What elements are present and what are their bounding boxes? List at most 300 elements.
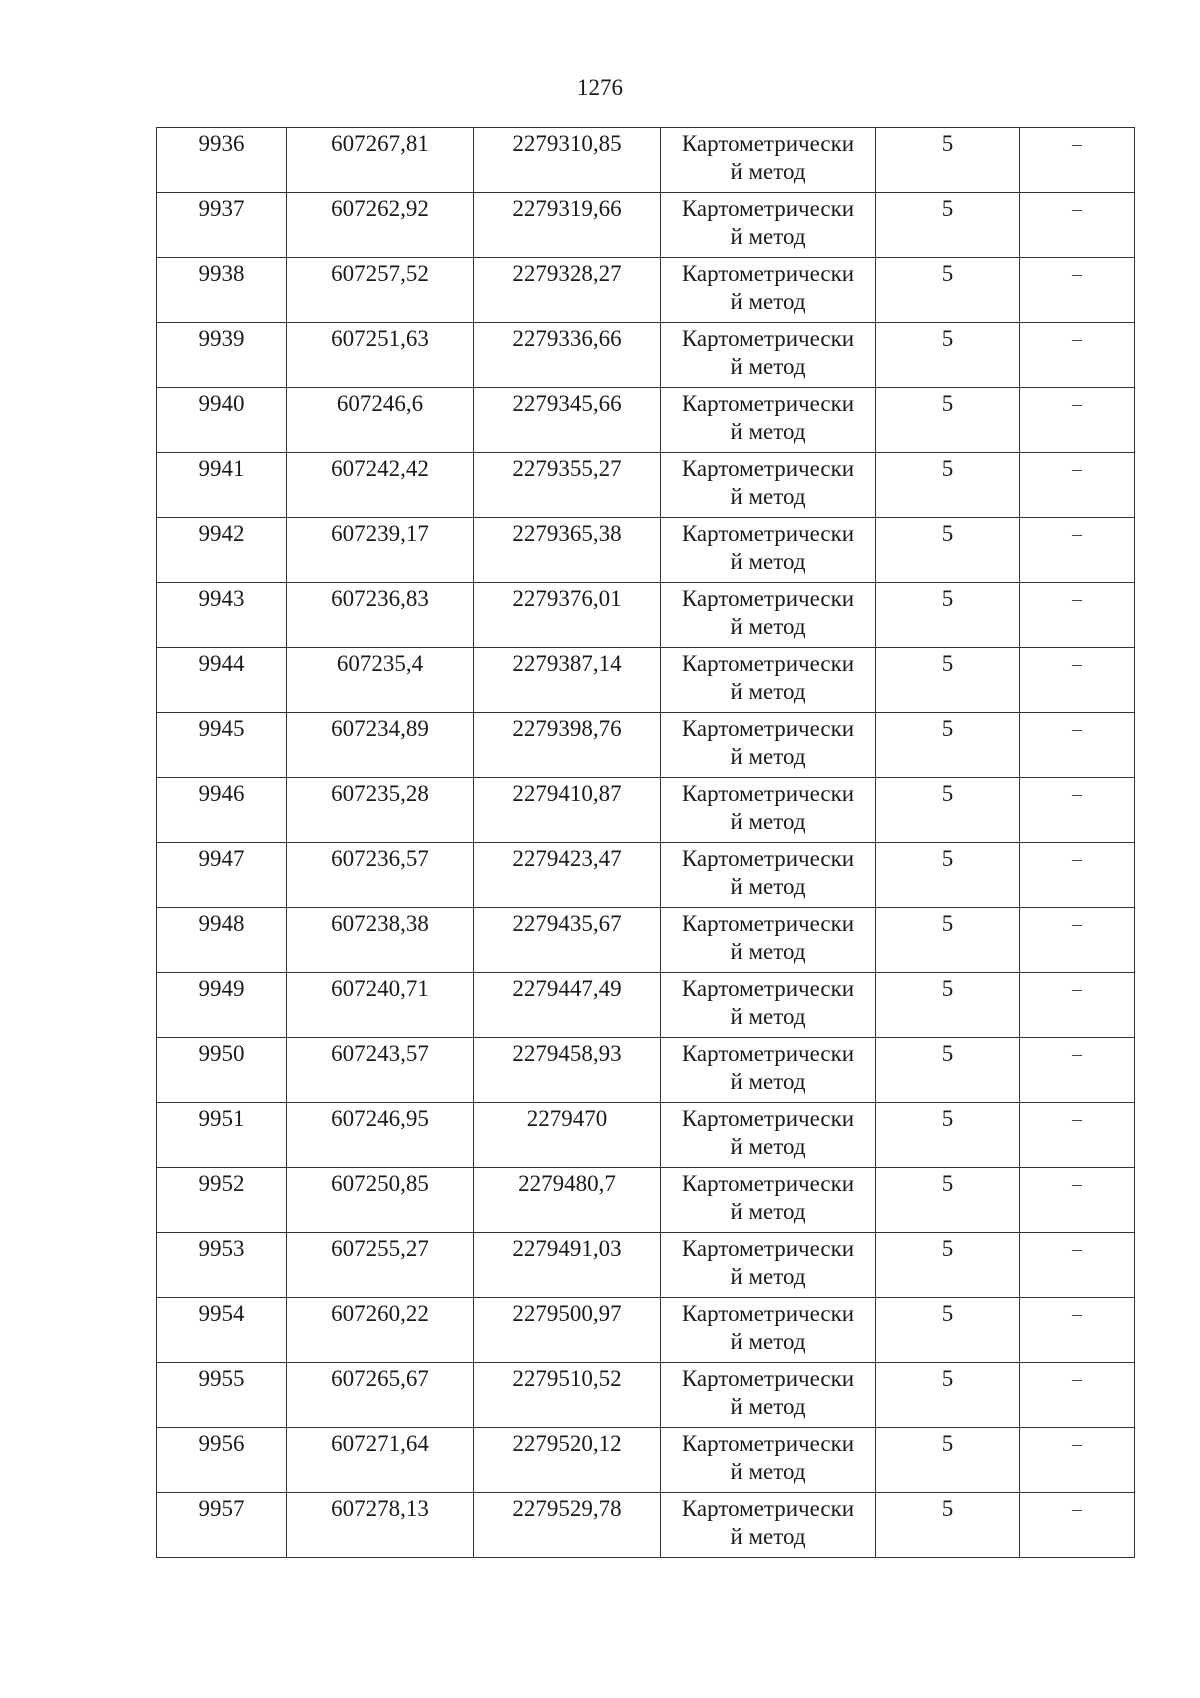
description-cell-text: – <box>1072 1108 1082 1130</box>
y-coordinate-cell <box>474 778 661 843</box>
table-row <box>157 973 1135 1038</box>
table-row <box>157 713 1135 778</box>
accuracy-cell-text: 5 <box>941 1431 954 1456</box>
y-coordinate-cell <box>474 1233 661 1298</box>
method-cell-text: й метод <box>730 614 806 639</box>
y-coordinate-cell-text: 2279447,49 <box>512 976 622 1001</box>
method-cell-text: й метод <box>730 939 806 964</box>
method-cell <box>661 258 876 323</box>
x-coordinate-cell-text: 607234,89 <box>331 716 429 741</box>
accuracy-cell-text: 5 <box>941 1171 954 1196</box>
method-cell-text: й метод <box>730 159 806 184</box>
x-coordinate-cell <box>287 1428 474 1493</box>
method-cell-text: Картометрически <box>681 1106 855 1131</box>
accuracy-cell-text: 5 <box>941 1496 954 1521</box>
method-cell-text: й метод <box>730 1134 806 1159</box>
table-row <box>157 778 1135 843</box>
x-coordinate-cell-text: 607242,42 <box>331 456 429 481</box>
accuracy-cell <box>876 648 1020 713</box>
description-cell-text: – <box>1072 1368 1082 1390</box>
accuracy-cell <box>876 323 1020 388</box>
table-row <box>157 388 1135 453</box>
x-coordinate-cell-text: 607250,85 <box>331 1171 429 1196</box>
table-row <box>157 193 1135 258</box>
x-coordinate-cell <box>287 518 474 583</box>
point-number-cell <box>157 453 287 518</box>
method-cell <box>661 1298 876 1363</box>
point-number-cell-text: 9957 <box>198 1496 245 1521</box>
table-row <box>157 1168 1135 1233</box>
point-number-cell-text: 9947 <box>198 846 245 871</box>
x-coordinate-cell-text: 607265,67 <box>331 1366 429 1391</box>
x-coordinate-cell-text: 607235,4 <box>336 651 424 676</box>
point-number-cell <box>157 388 287 453</box>
accuracy-cell-text: 5 <box>941 911 954 936</box>
method-cell-text: Картометрически <box>681 1431 855 1456</box>
x-coordinate-cell-text: 607251,63 <box>331 326 429 351</box>
point-number-cell <box>157 648 287 713</box>
y-coordinate-cell <box>474 713 661 778</box>
accuracy-cell <box>876 973 1020 1038</box>
method-cell-text: Картометрически <box>681 586 855 611</box>
method-cell <box>661 1103 876 1168</box>
accuracy-cell-text: 5 <box>941 1106 954 1131</box>
coordinates-table <box>156 127 1135 1558</box>
point-number-cell <box>157 1298 287 1363</box>
method-cell-text: й метод <box>730 1069 806 1094</box>
method-cell-text: й метод <box>730 1329 806 1354</box>
method-cell-text: й метод <box>730 1394 806 1419</box>
description-cell <box>1020 1038 1135 1103</box>
accuracy-cell <box>876 193 1020 258</box>
method-cell <box>661 453 876 518</box>
accuracy-cell <box>876 518 1020 583</box>
x-coordinate-cell <box>287 973 474 1038</box>
y-coordinate-cell-text: 2279365,38 <box>512 521 622 546</box>
y-coordinate-cell-text: 2279376,01 <box>512 586 622 611</box>
accuracy-cell-text: 5 <box>941 716 954 741</box>
accuracy-cell <box>876 1038 1020 1103</box>
method-cell-text: й метод <box>730 224 806 249</box>
method-cell <box>661 1493 876 1558</box>
description-cell <box>1020 388 1135 453</box>
y-coordinate-cell <box>474 518 661 583</box>
x-coordinate-cell <box>287 843 474 908</box>
table-row <box>157 908 1135 973</box>
table-row <box>157 1298 1135 1363</box>
y-coordinate-cell <box>474 1298 661 1363</box>
point-number-cell-text: 9953 <box>198 1236 245 1261</box>
method-cell-text: Картометрически <box>681 1236 855 1261</box>
method-cell-text: й метод <box>730 1004 806 1029</box>
description-cell <box>1020 1298 1135 1363</box>
method-cell <box>661 388 876 453</box>
method-cell-text: й метод <box>730 484 806 509</box>
description-cell-text: – <box>1072 1173 1082 1195</box>
y-coordinate-cell <box>474 648 661 713</box>
description-cell-text: – <box>1072 783 1082 805</box>
point-number-cell <box>157 1428 287 1493</box>
y-coordinate-cell <box>474 843 661 908</box>
coordinates-table-body <box>157 128 1135 1558</box>
x-coordinate-cell <box>287 1493 474 1558</box>
point-number-cell-text: 9940 <box>198 391 245 416</box>
accuracy-cell-text: 5 <box>941 976 954 1001</box>
x-coordinate-cell <box>287 193 474 258</box>
accuracy-cell <box>876 1298 1020 1363</box>
method-cell-text: Картометрически <box>681 326 855 351</box>
accuracy-cell <box>876 843 1020 908</box>
description-cell <box>1020 128 1135 193</box>
y-coordinate-cell-text: 2279520,12 <box>512 1431 622 1456</box>
description-cell <box>1020 778 1135 843</box>
y-coordinate-cell-text: 2279423,47 <box>512 846 622 871</box>
method-cell-text: й метод <box>730 744 806 769</box>
table-row <box>157 323 1135 388</box>
point-number-cell <box>157 908 287 973</box>
y-coordinate-cell-text: 2279529,78 <box>512 1496 622 1521</box>
x-coordinate-cell <box>287 453 474 518</box>
x-coordinate-cell <box>287 1103 474 1168</box>
description-cell-text: – <box>1072 978 1082 1000</box>
accuracy-cell-text: 5 <box>941 1366 954 1391</box>
description-cell-text: – <box>1072 718 1082 740</box>
accuracy-cell <box>876 1233 1020 1298</box>
accuracy-cell <box>876 128 1020 193</box>
method-cell-text: й метод <box>730 809 806 834</box>
accuracy-cell-text: 5 <box>941 196 954 221</box>
description-cell-text: – <box>1072 1238 1082 1260</box>
point-number-cell <box>157 973 287 1038</box>
y-coordinate-cell <box>474 1493 661 1558</box>
x-coordinate-cell-text: 607239,17 <box>331 521 429 546</box>
description-cell <box>1020 193 1135 258</box>
accuracy-cell-text: 5 <box>941 521 954 546</box>
description-cell-text: – <box>1072 1498 1082 1520</box>
point-number-cell-text: 9937 <box>198 196 245 221</box>
x-coordinate-cell <box>287 1038 474 1103</box>
point-number-cell <box>157 258 287 323</box>
description-cell-text: – <box>1072 133 1082 155</box>
point-number-cell <box>157 323 287 388</box>
table-row <box>157 1233 1135 1298</box>
y-coordinate-cell-text: 2279491,03 <box>512 1236 622 1261</box>
method-cell-text: Картометрически <box>681 781 855 806</box>
accuracy-cell-text: 5 <box>941 846 954 871</box>
method-cell <box>661 648 876 713</box>
description-cell-text: – <box>1072 848 1082 870</box>
x-coordinate-cell <box>287 1168 474 1233</box>
table-row <box>157 1363 1135 1428</box>
method-cell <box>661 1168 876 1233</box>
point-number-cell-text: 9938 <box>198 261 245 286</box>
method-cell-text: Картометрически <box>681 1366 855 1391</box>
method-cell-text: Картометрически <box>681 1171 855 1196</box>
method-cell <box>661 518 876 583</box>
x-coordinate-cell-text: 607246,95 <box>331 1106 429 1131</box>
point-number-cell-text: 9954 <box>198 1301 245 1326</box>
point-number-cell-text: 9949 <box>198 976 245 1001</box>
y-coordinate-cell-text: 2279328,27 <box>512 261 622 286</box>
x-coordinate-cell-text: 607235,28 <box>331 781 429 806</box>
x-coordinate-cell <box>287 713 474 778</box>
method-cell-text: Картометрически <box>681 391 855 416</box>
x-coordinate-cell-text: 607246,6 <box>336 391 424 416</box>
method-cell-text: Картометрически <box>681 196 855 221</box>
method-cell-text: Картометрически <box>681 1496 855 1521</box>
description-cell <box>1020 713 1135 778</box>
point-number-cell <box>157 1168 287 1233</box>
x-coordinate-cell-text: 607260,22 <box>331 1301 429 1326</box>
method-cell <box>661 778 876 843</box>
y-coordinate-cell-text: 2279319,66 <box>512 196 622 221</box>
method-cell-text: й метод <box>730 549 806 574</box>
accuracy-cell-text: 5 <box>941 586 954 611</box>
method-cell <box>661 713 876 778</box>
y-coordinate-cell-text: 2279470 <box>526 1106 608 1131</box>
accuracy-cell <box>876 713 1020 778</box>
point-number-cell-text: 9944 <box>198 651 245 676</box>
accuracy-cell <box>876 388 1020 453</box>
method-cell-text: Картометрически <box>681 131 855 156</box>
method-cell <box>661 843 876 908</box>
y-coordinate-cell-text: 2279500,97 <box>512 1301 622 1326</box>
y-coordinate-cell <box>474 453 661 518</box>
x-coordinate-cell <box>287 908 474 973</box>
description-cell <box>1020 1103 1135 1168</box>
description-cell-text: – <box>1072 913 1082 935</box>
point-number-cell-text: 9952 <box>198 1171 245 1196</box>
description-cell-text: – <box>1072 523 1082 545</box>
accuracy-cell-text: 5 <box>941 1041 954 1066</box>
method-cell-text: Картометрически <box>681 1041 855 1066</box>
y-coordinate-cell <box>474 258 661 323</box>
page-number: 1276 <box>577 75 623 100</box>
method-cell <box>661 1363 876 1428</box>
method-cell-text: Картометрически <box>681 261 855 286</box>
description-cell <box>1020 258 1135 323</box>
point-number-cell-text: 9936 <box>198 131 245 156</box>
description-cell <box>1020 1233 1135 1298</box>
description-cell-text: – <box>1072 458 1082 480</box>
description-cell-text: – <box>1072 393 1082 415</box>
point-number-cell <box>157 1103 287 1168</box>
description-cell <box>1020 583 1135 648</box>
description-cell <box>1020 1428 1135 1493</box>
y-coordinate-cell-text: 2279480,7 <box>518 1171 616 1196</box>
accuracy-cell <box>876 1428 1020 1493</box>
description-cell-text: – <box>1072 653 1082 675</box>
table-row <box>157 1038 1135 1103</box>
point-number-cell <box>157 1233 287 1298</box>
y-coordinate-cell <box>474 583 661 648</box>
method-cell-text: й метод <box>730 289 806 314</box>
y-coordinate-cell <box>474 128 661 193</box>
table-row <box>157 1428 1135 1493</box>
point-number-cell-text: 9943 <box>198 586 245 611</box>
point-number-cell-text: 9956 <box>198 1431 245 1456</box>
x-coordinate-cell <box>287 128 474 193</box>
method-cell <box>661 908 876 973</box>
method-cell-text: й метод <box>730 1524 806 1549</box>
y-coordinate-cell <box>474 193 661 258</box>
accuracy-cell <box>876 1493 1020 1558</box>
accuracy-cell-text: 5 <box>941 651 954 676</box>
x-coordinate-cell-text: 607255,27 <box>331 1236 429 1261</box>
point-number-cell <box>157 518 287 583</box>
description-cell-text: – <box>1072 588 1082 610</box>
accuracy-cell-text: 5 <box>941 781 954 806</box>
accuracy-cell <box>876 453 1020 518</box>
method-cell-text: й метод <box>730 679 806 704</box>
description-cell <box>1020 648 1135 713</box>
accuracy-cell-text: 5 <box>941 131 954 156</box>
x-coordinate-cell-text: 607271,64 <box>331 1431 429 1456</box>
point-number-cell <box>157 193 287 258</box>
x-coordinate-cell <box>287 388 474 453</box>
x-coordinate-cell <box>287 1298 474 1363</box>
method-cell-text: Картометрически <box>681 651 855 676</box>
x-coordinate-cell-text: 607236,57 <box>331 846 429 871</box>
description-cell-text: – <box>1072 1433 1082 1455</box>
x-coordinate-cell <box>287 323 474 388</box>
table-row <box>157 1493 1135 1558</box>
method-cell-text: Картометрически <box>681 846 855 871</box>
table-row <box>157 258 1135 323</box>
y-coordinate-cell <box>474 973 661 1038</box>
description-cell <box>1020 843 1135 908</box>
accuracy-cell-text: 5 <box>941 326 954 351</box>
y-coordinate-cell <box>474 1428 661 1493</box>
x-coordinate-cell-text: 607257,52 <box>331 261 429 286</box>
y-coordinate-cell-text: 2279336,66 <box>512 326 622 351</box>
point-number-cell-text: 9950 <box>198 1041 245 1066</box>
method-cell <box>661 973 876 1038</box>
x-coordinate-cell-text: 607238,38 <box>331 911 429 936</box>
method-cell <box>661 583 876 648</box>
method-cell-text: й метод <box>730 874 806 899</box>
method-cell-text: й метод <box>730 354 806 379</box>
point-number-cell <box>157 1493 287 1558</box>
x-coordinate-cell-text: 607278,13 <box>331 1496 429 1521</box>
point-number-cell-text: 9939 <box>198 326 245 351</box>
method-cell-text: Картометрически <box>681 456 855 481</box>
table-row <box>157 843 1135 908</box>
description-cell-text: – <box>1072 1043 1082 1065</box>
table-row <box>157 1103 1135 1168</box>
method-cell-text: Картометрически <box>681 521 855 546</box>
description-cell <box>1020 973 1135 1038</box>
point-number-cell-text: 9945 <box>198 716 245 741</box>
x-coordinate-cell-text: 607236,83 <box>331 586 429 611</box>
x-coordinate-cell-text: 607243,57 <box>331 1041 429 1066</box>
y-coordinate-cell-text: 2279398,76 <box>512 716 622 741</box>
table-row <box>157 583 1135 648</box>
method-cell-text: Картометрически <box>681 1301 855 1326</box>
y-coordinate-cell-text: 2279345,66 <box>512 391 622 416</box>
method-cell <box>661 128 876 193</box>
point-number-cell-text: 9948 <box>198 911 245 936</box>
description-cell-text: – <box>1072 328 1082 350</box>
accuracy-cell <box>876 908 1020 973</box>
accuracy-cell <box>876 1363 1020 1428</box>
y-coordinate-cell-text: 2279410,87 <box>512 781 622 806</box>
accuracy-cell-text: 5 <box>941 1301 954 1326</box>
point-number-cell <box>157 583 287 648</box>
description-cell <box>1020 453 1135 518</box>
y-coordinate-cell-text: 2279355,27 <box>512 456 622 481</box>
y-coordinate-cell <box>474 388 661 453</box>
method-cell-text: й метод <box>730 1264 806 1289</box>
accuracy-cell-text: 5 <box>941 391 954 416</box>
accuracy-cell <box>876 1103 1020 1168</box>
point-number-cell-text: 9955 <box>198 1366 245 1391</box>
y-coordinate-cell <box>474 1168 661 1233</box>
method-cell <box>661 323 876 388</box>
y-coordinate-cell-text: 2279458,93 <box>512 1041 622 1066</box>
point-number-cell <box>157 713 287 778</box>
table-row <box>157 518 1135 583</box>
method-cell-text: й метод <box>730 1199 806 1224</box>
accuracy-cell <box>876 1168 1020 1233</box>
description-cell <box>1020 323 1135 388</box>
method-cell-text: Картометрически <box>681 911 855 936</box>
point-number-cell-text: 9946 <box>198 781 245 806</box>
description-cell <box>1020 518 1135 583</box>
y-coordinate-cell-text: 2279387,14 <box>512 651 622 676</box>
description-cell-text: – <box>1072 1303 1082 1325</box>
description-cell <box>1020 1168 1135 1233</box>
point-number-cell <box>157 1363 287 1428</box>
accuracy-cell-text: 5 <box>941 1236 954 1261</box>
x-coordinate-cell <box>287 778 474 843</box>
point-number-cell-text: 9951 <box>198 1106 245 1131</box>
y-coordinate-cell <box>474 323 661 388</box>
point-number-cell <box>157 128 287 193</box>
x-coordinate-cell-text: 607267,81 <box>331 131 429 156</box>
y-coordinate-cell <box>474 1363 661 1428</box>
method-cell-text: Картометрически <box>681 976 855 1001</box>
point-number-cell <box>157 843 287 908</box>
accuracy-cell <box>876 583 1020 648</box>
x-coordinate-cell-text: 607240,71 <box>331 976 429 1001</box>
y-coordinate-cell-text: 2279310,85 <box>512 131 622 156</box>
method-cell <box>661 1038 876 1103</box>
x-coordinate-cell-text: 607262,92 <box>331 196 429 221</box>
x-coordinate-cell <box>287 648 474 713</box>
description-cell-text: – <box>1072 198 1082 220</box>
x-coordinate-cell <box>287 1233 474 1298</box>
x-coordinate-cell <box>287 583 474 648</box>
description-cell-text: – <box>1072 263 1082 285</box>
method-cell <box>661 1428 876 1493</box>
x-coordinate-cell <box>287 1363 474 1428</box>
y-coordinate-cell-text: 2279510,52 <box>512 1366 622 1391</box>
accuracy-cell-text: 5 <box>941 261 954 286</box>
method-cell-text: Картометрически <box>681 716 855 741</box>
accuracy-cell-text: 5 <box>941 456 954 481</box>
y-coordinate-cell <box>474 1038 661 1103</box>
method-cell <box>661 193 876 258</box>
method-cell-text: й метод <box>730 419 806 444</box>
table-row <box>157 453 1135 518</box>
accuracy-cell <box>876 778 1020 843</box>
point-number-cell-text: 9942 <box>198 521 245 546</box>
point-number-cell <box>157 1038 287 1103</box>
y-coordinate-cell <box>474 908 661 973</box>
point-number-cell-text: 9941 <box>198 456 245 481</box>
table-row <box>157 128 1135 193</box>
